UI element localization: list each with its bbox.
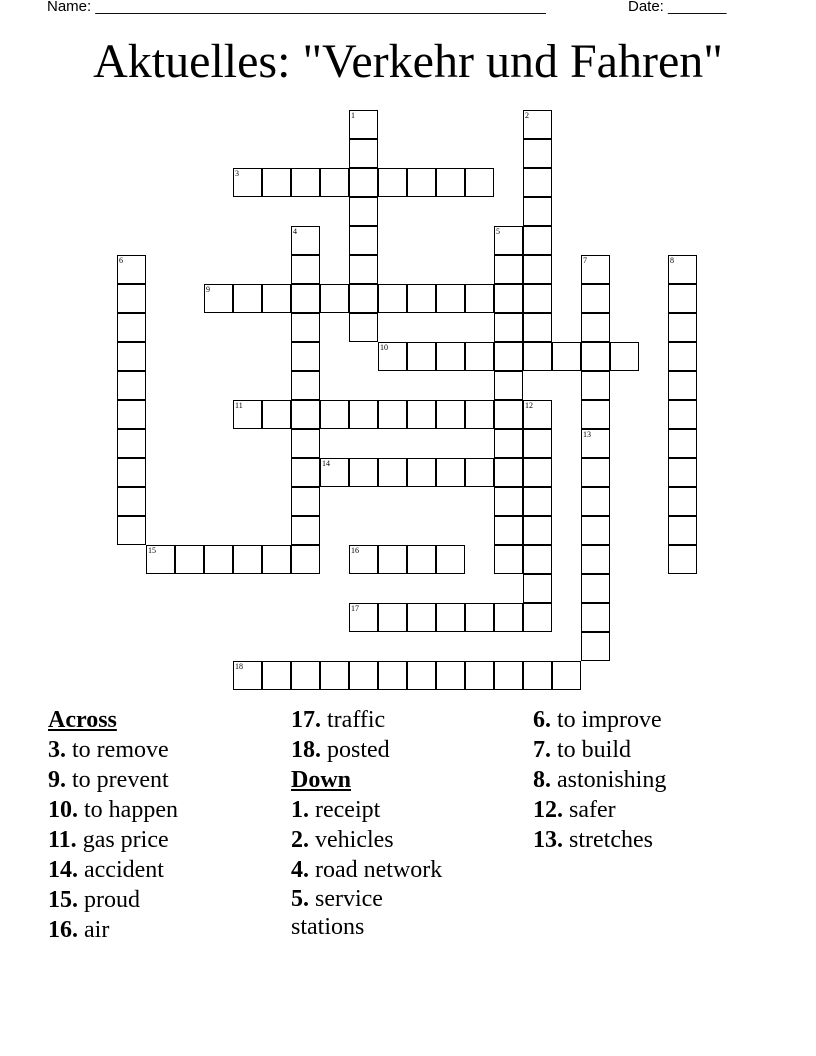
clue-number: 4. xyxy=(291,857,309,883)
crossword-cell[interactable] xyxy=(407,168,436,197)
across-clue-10 xyxy=(48,795,268,825)
crossword-cell[interactable] xyxy=(436,284,465,313)
crossword-cell[interactable] xyxy=(378,545,407,574)
clue-column-2 xyxy=(291,705,511,941)
crossword-cell[interactable] xyxy=(407,342,436,371)
clue-text: to build xyxy=(557,737,632,763)
crossword-cell[interactable] xyxy=(523,255,552,284)
crossword-cell[interactable] xyxy=(146,545,175,574)
clue-text: traffic xyxy=(327,707,386,733)
crossword-cell[interactable] xyxy=(233,400,262,429)
crossword-cell[interactable] xyxy=(262,400,291,429)
crossword-cell[interactable] xyxy=(407,458,436,487)
down-clue-5 xyxy=(291,885,441,941)
crossword-cell[interactable] xyxy=(668,400,697,429)
crossword-cell[interactable] xyxy=(552,661,581,690)
crossword-cell[interactable] xyxy=(581,574,610,603)
crossword-cell[interactable] xyxy=(262,284,291,313)
crossword-cell[interactable] xyxy=(349,110,378,139)
crossword-cell[interactable] xyxy=(494,545,523,574)
crossword-cell[interactable] xyxy=(494,458,523,487)
clue-text: service stations xyxy=(291,886,383,940)
crossword-cell[interactable] xyxy=(291,545,320,574)
crossword-cell[interactable] xyxy=(349,168,378,197)
crossword-cell[interactable] xyxy=(494,226,523,255)
crossword-cell[interactable] xyxy=(320,661,349,690)
crossword-cell[interactable] xyxy=(523,603,552,632)
name-field-label: Name: ______________________________________________________ xyxy=(47,0,546,15)
clue-number: 16. xyxy=(48,917,78,943)
crossword-cell[interactable] xyxy=(581,545,610,574)
cell-number: 8 xyxy=(670,256,674,265)
crossword-cell[interactable] xyxy=(291,458,320,487)
crossword-cell[interactable] xyxy=(581,516,610,545)
crossword-cell[interactable] xyxy=(378,458,407,487)
crossword-cell[interactable] xyxy=(523,313,552,342)
clue-number: 11. xyxy=(48,827,77,853)
crossword-cell[interactable] xyxy=(436,168,465,197)
crossword-cell[interactable] xyxy=(523,458,552,487)
cell-number: 5 xyxy=(496,227,500,236)
cell-number: 16 xyxy=(351,546,359,555)
clue-text: gas price xyxy=(82,827,169,853)
down-clue-1 xyxy=(291,795,511,825)
crossword-cell[interactable] xyxy=(494,400,523,429)
crossword-cell[interactable] xyxy=(378,342,407,371)
crossword-cell[interactable] xyxy=(668,255,697,284)
crossword-cell[interactable] xyxy=(668,429,697,458)
crossword-cell[interactable] xyxy=(523,342,552,371)
clue-number: 14. xyxy=(48,857,78,883)
crossword-cell[interactable] xyxy=(378,284,407,313)
crossword-cell[interactable] xyxy=(291,487,320,516)
clue-number: 10. xyxy=(48,797,78,823)
cell-number: 6 xyxy=(119,256,123,265)
crossword-cell[interactable] xyxy=(465,400,494,429)
crossword-cell[interactable] xyxy=(581,313,610,342)
crossword-cell[interactable] xyxy=(378,661,407,690)
crossword-cell[interactable] xyxy=(494,255,523,284)
crossword-cell[interactable] xyxy=(291,342,320,371)
crossword-cell[interactable] xyxy=(436,342,465,371)
crossword-cell[interactable] xyxy=(668,371,697,400)
crossword-cell[interactable] xyxy=(117,342,146,371)
crossword-cell[interactable] xyxy=(349,458,378,487)
across-clue-11 xyxy=(48,825,268,855)
crossword-cell[interactable] xyxy=(552,342,581,371)
crossword-cell[interactable] xyxy=(523,661,552,690)
crossword-cell[interactable] xyxy=(523,400,552,429)
crossword-cell[interactable] xyxy=(117,284,146,313)
clue-text: proud xyxy=(84,887,140,913)
crossword-cell[interactable] xyxy=(581,632,610,661)
down-clue-4 xyxy=(291,855,511,885)
crossword-cell[interactable] xyxy=(204,545,233,574)
clue-number: 12. xyxy=(533,797,563,823)
crossword-cell[interactable] xyxy=(668,342,697,371)
across-clue-17 xyxy=(291,705,511,735)
crossword-cell[interactable] xyxy=(436,458,465,487)
clue-number: 15. xyxy=(48,887,78,913)
crossword-cell[interactable] xyxy=(465,168,494,197)
crossword-cell[interactable] xyxy=(465,603,494,632)
down-clue-6 xyxy=(533,705,773,735)
crossword-cell[interactable] xyxy=(349,603,378,632)
clue-number: 1. xyxy=(291,797,309,823)
crossword-cell[interactable] xyxy=(407,661,436,690)
clue-number: 13. xyxy=(533,827,563,853)
clue-text: stretches xyxy=(569,827,653,853)
crossword-cell[interactable] xyxy=(117,458,146,487)
across-clue-14 xyxy=(48,855,268,885)
crossword-cell[interactable] xyxy=(581,342,610,371)
crossword-cell[interactable] xyxy=(320,458,349,487)
crossword-cell[interactable] xyxy=(523,168,552,197)
cell-number: 14 xyxy=(322,459,330,468)
crossword-cell[interactable] xyxy=(465,458,494,487)
clue-text: to happen xyxy=(84,797,178,823)
crossword-cell[interactable] xyxy=(494,516,523,545)
crossword-cell[interactable] xyxy=(349,313,378,342)
crossword-cell[interactable] xyxy=(494,661,523,690)
across-clue-15 xyxy=(48,885,268,915)
crossword-cell[interactable] xyxy=(407,603,436,632)
crossword-cell[interactable] xyxy=(233,284,262,313)
crossword-cell[interactable] xyxy=(378,400,407,429)
cell-number: 17 xyxy=(351,604,359,613)
crossword-cell[interactable] xyxy=(436,400,465,429)
crossword-cell[interactable] xyxy=(523,429,552,458)
crossword-cell[interactable] xyxy=(494,284,523,313)
crossword-cell[interactable] xyxy=(407,400,436,429)
crossword-cell[interactable] xyxy=(291,661,320,690)
down-clue-8 xyxy=(533,765,773,795)
crossword-cell[interactable] xyxy=(523,487,552,516)
crossword-cell[interactable] xyxy=(291,168,320,197)
crossword-cell[interactable] xyxy=(465,342,494,371)
crossword-cell[interactable] xyxy=(233,168,262,197)
page-title: Aktuelles: "Verkehr und Fahren" xyxy=(93,35,723,88)
across-clue-18 xyxy=(291,735,511,765)
crossword-cell[interactable] xyxy=(291,429,320,458)
clue-text: road network xyxy=(315,857,443,883)
clue-text: to remove xyxy=(72,737,169,763)
crossword-cell[interactable] xyxy=(523,226,552,255)
clue-column-1 xyxy=(48,705,268,945)
crossword-cell[interactable] xyxy=(291,313,320,342)
clue-number: 18. xyxy=(291,737,321,763)
crossword-cell[interactable] xyxy=(117,487,146,516)
cell-number: 13 xyxy=(583,430,591,439)
crossword-cell[interactable] xyxy=(117,400,146,429)
clue-text: safer xyxy=(569,797,616,823)
crossword-cell[interactable] xyxy=(581,429,610,458)
crossword-cell[interactable] xyxy=(349,255,378,284)
crossword-cell[interactable] xyxy=(117,429,146,458)
crossword-cell[interactable] xyxy=(349,139,378,168)
cell-number: 7 xyxy=(583,256,587,265)
crossword-cell[interactable] xyxy=(291,371,320,400)
crossword-cell[interactable] xyxy=(523,516,552,545)
crossword-cell[interactable] xyxy=(291,255,320,284)
crossword-cell[interactable] xyxy=(581,487,610,516)
crossword-cell[interactable] xyxy=(407,545,436,574)
cell-number: 2 xyxy=(525,111,529,120)
date-field-label: Date: _______ xyxy=(628,0,727,15)
clue-text: air xyxy=(84,917,110,943)
crossword-cell[interactable] xyxy=(320,284,349,313)
clue-number: 9. xyxy=(48,767,66,793)
cell-number: 10 xyxy=(380,343,388,352)
clue-text: vehicles xyxy=(315,827,394,853)
crossword-cell[interactable] xyxy=(175,545,204,574)
crossword-cell[interactable] xyxy=(320,400,349,429)
crossword-cell[interactable] xyxy=(291,226,320,255)
crossword-cell[interactable] xyxy=(117,255,146,284)
crossword-cell[interactable] xyxy=(523,110,552,139)
crossword-cell[interactable] xyxy=(117,371,146,400)
crossword-cell[interactable] xyxy=(407,284,436,313)
crossword-cell[interactable] xyxy=(204,284,233,313)
clue-text: to improve xyxy=(557,707,662,733)
crossword-cell[interactable] xyxy=(581,458,610,487)
crossword-cell[interactable] xyxy=(349,661,378,690)
crossword-cell[interactable] xyxy=(581,603,610,632)
crossword-cell[interactable] xyxy=(668,284,697,313)
crossword-cell[interactable] xyxy=(610,342,639,371)
crossword-cell[interactable] xyxy=(349,284,378,313)
crossword-cell[interactable] xyxy=(494,342,523,371)
clue-text: posted xyxy=(327,737,390,763)
crossword-cell[interactable] xyxy=(523,197,552,226)
crossword-cell[interactable] xyxy=(494,603,523,632)
down-clue-7 xyxy=(533,735,773,765)
crossword-cell[interactable] xyxy=(262,545,291,574)
down-clue-12 xyxy=(533,795,773,825)
clue-text: accident xyxy=(84,857,164,883)
down-heading: Down xyxy=(291,767,352,793)
across-clue-9 xyxy=(48,765,268,795)
crossword-cell[interactable] xyxy=(262,168,291,197)
crossword-cell[interactable] xyxy=(436,545,465,574)
cell-number: 3 xyxy=(235,169,239,178)
cell-number: 9 xyxy=(206,285,210,294)
down-clue-2 xyxy=(291,825,511,855)
across-clue-16 xyxy=(48,915,268,945)
crossword-cell[interactable] xyxy=(465,284,494,313)
across-clue-3 xyxy=(48,735,268,765)
clue-number: 5. xyxy=(291,886,309,912)
crossword-cell[interactable] xyxy=(668,516,697,545)
crossword-cell[interactable] xyxy=(291,516,320,545)
crossword-cell[interactable] xyxy=(436,661,465,690)
crossword-cell[interactable] xyxy=(494,429,523,458)
crossword-cell[interactable] xyxy=(291,284,320,313)
crossword-cell[interactable] xyxy=(668,545,697,574)
crossword-cell[interactable] xyxy=(436,603,465,632)
cell-number: 1 xyxy=(351,111,355,120)
crossword-cell[interactable] xyxy=(523,139,552,168)
crossword-cell[interactable] xyxy=(117,313,146,342)
crossword-cell[interactable] xyxy=(668,313,697,342)
crossword-cell[interactable] xyxy=(494,371,523,400)
crossword-cell[interactable] xyxy=(523,284,552,313)
crossword-cell[interactable] xyxy=(349,197,378,226)
across-heading: Across xyxy=(48,707,117,733)
clue-text: astonishing xyxy=(557,767,667,793)
clue-text: receipt xyxy=(315,797,381,823)
crossword-cell[interactable] xyxy=(465,661,494,690)
clue-number: 17. xyxy=(291,707,321,733)
crossword-cell[interactable] xyxy=(378,168,407,197)
cell-number: 11 xyxy=(235,401,243,410)
crossword-cell[interactable] xyxy=(523,545,552,574)
crossword-cell[interactable] xyxy=(117,516,146,545)
crossword-cell[interactable] xyxy=(378,603,407,632)
crossword-cell[interactable] xyxy=(581,400,610,429)
crossword-cell[interactable] xyxy=(262,661,291,690)
clue-number: 7. xyxy=(533,737,551,763)
cell-number: 18 xyxy=(235,662,243,671)
clue-number: 6. xyxy=(533,707,551,733)
clue-number: 8. xyxy=(533,767,551,793)
crossword-cell[interactable] xyxy=(233,661,262,690)
clue-text: to prevent xyxy=(72,767,169,793)
crossword-cell[interactable] xyxy=(581,284,610,313)
cell-number: 12 xyxy=(525,401,533,410)
crossword-cell[interactable] xyxy=(581,255,610,284)
crossword-cell[interactable] xyxy=(349,226,378,255)
crossword-cell[interactable] xyxy=(523,574,552,603)
crossword-cell[interactable] xyxy=(494,313,523,342)
crossword-cell[interactable] xyxy=(494,487,523,516)
clue-number: 2. xyxy=(291,827,309,853)
cell-number: 4 xyxy=(293,227,297,236)
down-clue-13 xyxy=(533,825,773,855)
clue-number: 3. xyxy=(48,737,66,763)
crossword-cell[interactable] xyxy=(291,400,320,429)
crossword-cell[interactable] xyxy=(668,487,697,516)
crossword-cell[interactable] xyxy=(320,168,349,197)
crossword-cell[interactable] xyxy=(668,458,697,487)
crossword-cell[interactable] xyxy=(233,545,262,574)
crossword-cell[interactable] xyxy=(581,371,610,400)
cell-number: 15 xyxy=(148,546,156,555)
crossword-cell[interactable] xyxy=(349,545,378,574)
clue-column-3 xyxy=(533,705,773,855)
crossword-cell[interactable] xyxy=(349,400,378,429)
